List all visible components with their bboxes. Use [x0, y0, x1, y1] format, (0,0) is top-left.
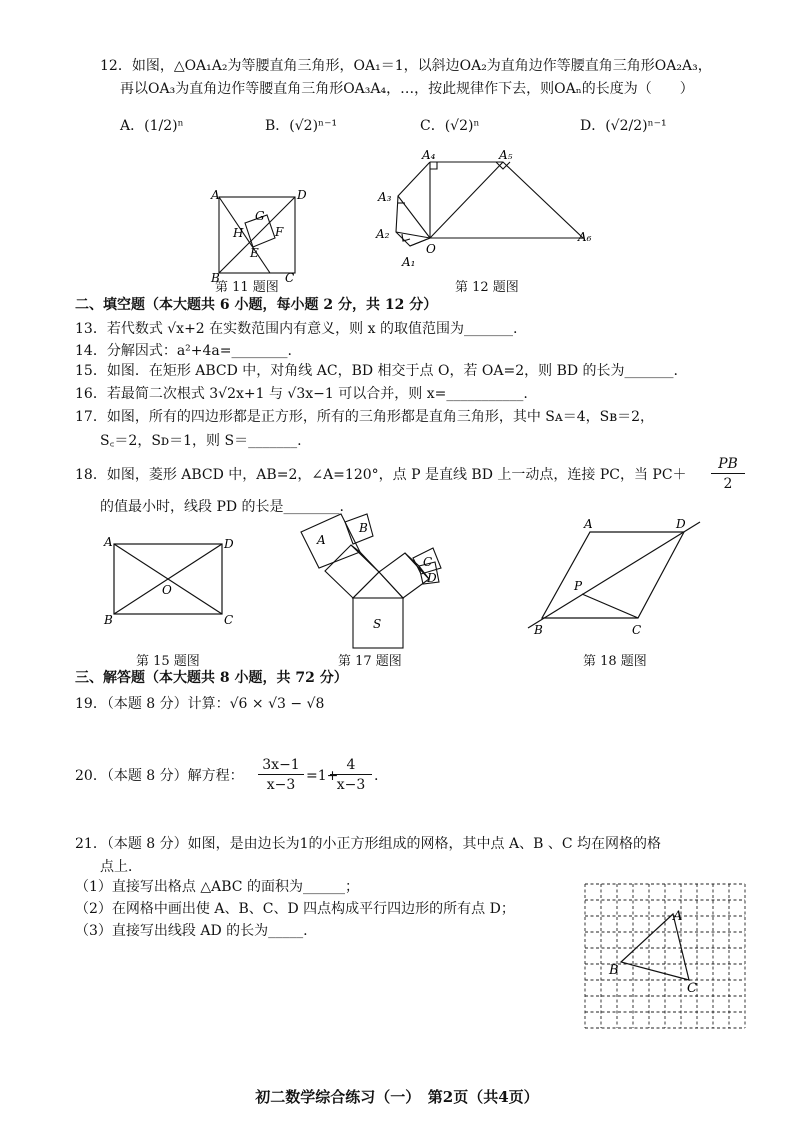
page-footer: 初二数学综合练习（一） 第2页（共4页）: [255, 1088, 539, 1106]
fig18-label-b: B: [534, 623, 543, 637]
q20-end: .: [374, 768, 379, 784]
figure-17: [295, 508, 455, 648]
fig11-label-f: F: [275, 225, 284, 239]
figure-11: [205, 188, 307, 285]
fig15-label-o: O: [162, 583, 172, 597]
fig21-label-a: A: [673, 909, 683, 924]
q12-line2: 再以OA₃为直角边作等腰直角三角形OA₃A₄，…，按此规律作下去，则OAₙ的长度为（ ）: [120, 81, 694, 97]
q20-prefix: 20．（本题 8 分）解方程：: [75, 768, 244, 784]
fig18-label-p: P: [574, 579, 583, 593]
figure-21-grid: [583, 882, 753, 1042]
q21-sub3: （3）直接写出线段 AD 的长为_____.: [75, 923, 308, 939]
q18-line2: 的值最小时，线段 PD 的长是________.: [100, 499, 344, 515]
fig12-label-a2: A₂: [376, 227, 390, 241]
q17-line2: S꜀＝2，Sᴅ＝1，则 S＝_______.: [100, 433, 302, 449]
q20-fraction2-numerator: 4: [330, 756, 372, 775]
fig11-label-g: G: [255, 209, 265, 223]
q18-fraction-numerator: PB: [711, 455, 745, 474]
q21-line2: 点上．: [100, 859, 142, 875]
fig12-caption: 第 12 题图: [455, 280, 519, 295]
fig17-label-s: S: [373, 617, 382, 631]
fig15-label-b: B: [104, 613, 113, 627]
fig12-label-a5: A₅: [499, 148, 513, 162]
fig11-label-d: D: [297, 188, 307, 202]
fig17-label-a: A: [317, 533, 326, 547]
fig11-caption: 第 11 题图: [215, 280, 279, 295]
q20-middle: =1+: [306, 768, 339, 784]
fig15-label-a: A: [104, 535, 113, 549]
q12-option-c: C．(√2)ⁿ: [420, 118, 480, 134]
fig12-label-o: O: [426, 242, 436, 256]
fig11-label-h: H: [233, 226, 244, 240]
q21-sub2: （2）在网格中画出使 A、B、C、D 四点构成平行四边形的所有点 D；: [75, 901, 515, 917]
section-3-heading: 三、解答题（本大题共 8 小题，共 72 分）: [75, 670, 348, 686]
fig12-label-a1: A₁: [402, 255, 416, 269]
q15: 15．如图．在矩形 ABCD 中，对角线 AC，BD 相交于点 O，若 OA=2，则 BD 的长为_______.: [75, 363, 679, 379]
fig18-label-c: C: [632, 623, 642, 637]
fig15-label-d: D: [224, 537, 234, 551]
fig17-label-b: B: [359, 521, 368, 535]
q19: 19．（本题 8 分）计算：√6 × √3 − √8: [75, 696, 325, 712]
section-2-heading: 二、填空题（本大题共 6 小题，每小题 2 分，共 12 分）: [75, 297, 438, 313]
q12-option-b: B．(√2)ⁿ⁻¹: [265, 118, 338, 134]
fig11-label-c: C: [285, 271, 295, 285]
q12-line1: 12．如图，△OA₁A₂为等腰直角三角形，OA₁＝1，以斜边OA₂为直角边作等腰直角三角形OA₂A₃，: [100, 58, 712, 74]
fig21-label-c: C: [687, 981, 697, 996]
fig11-label-a: A: [211, 188, 220, 202]
fig12-label-a3: A₃: [378, 190, 392, 204]
figure-18: [520, 518, 710, 643]
fig12-label-a6: A₆: [578, 230, 592, 244]
fig17-caption: 第 17 题图: [338, 654, 402, 669]
fig21-label-b: B: [609, 963, 619, 978]
fig15-caption: 第 15 题图: [136, 654, 200, 669]
q16: 16．若最简二次根式 3√2x+1 与 √3x−1 可以合并，则 x=___________.: [75, 386, 528, 402]
q13: 13．若代数式 √x+2 在实数范围内有意义，则 x 的取值范围为_______.: [75, 321, 518, 337]
q12-option-a: A．(1/2)ⁿ: [120, 118, 184, 134]
fig11-label-b: B: [211, 271, 220, 285]
q21-sub1: （1）直接写出格点 △ABC 的面积为______；: [75, 879, 359, 895]
fig12-label-a4: A₄: [422, 148, 436, 162]
q21-line1: 21．（本题 8 分）如图，是由边长为1的小正方形组成的网格，其中点 A、B 、C 均在网格的格: [75, 836, 661, 852]
fig17-label-d: D: [427, 571, 437, 585]
fig18-caption: 第 18 题图: [583, 654, 647, 669]
fig15-label-c: C: [224, 613, 234, 627]
fig17-label-c: C: [423, 555, 433, 569]
q14: 14．分解因式：a²+4a=________.: [75, 343, 292, 359]
q17-line1: 17．如图，所有的四边形都是正方形，所有的三角形都是直角三角形，其中 Sᴀ＝4，Sʙ＝2，: [75, 409, 655, 425]
figure-15: [100, 532, 250, 632]
fig18-label-d: D: [676, 517, 686, 531]
q18-fraction-denominator: 2: [723, 476, 733, 492]
q20-fraction1-numerator: 3x−1: [258, 756, 304, 775]
fig11-label-e: E: [250, 246, 259, 260]
fig18-label-a: A: [584, 517, 593, 531]
q12-option-d: D．(√2/2)ⁿ⁻¹: [580, 118, 667, 134]
figure-12: [372, 145, 602, 275]
q20-fraction2-denominator: x−3: [336, 777, 366, 793]
q18-line1: 18．如图，菱形 ABCD 中，AB=2，∠A=120°，点 P 是直线 BD 上一动点，连接 PC，当 PC＋: [75, 467, 687, 483]
q20-fraction1-denominator: x−3: [266, 777, 296, 793]
